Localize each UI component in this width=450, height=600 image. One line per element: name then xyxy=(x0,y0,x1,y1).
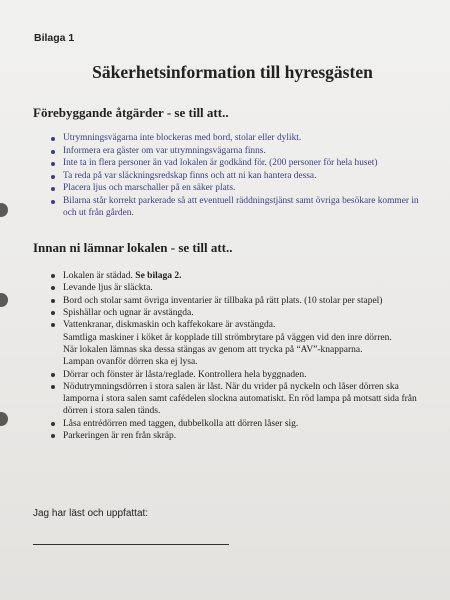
section-heading-preventive: Förebyggande åtgärder - se till att.. xyxy=(33,105,229,120)
list-item: Inte ta in flera personer än vad lokalen är godkänd för. (200 personer för hela huset) xyxy=(51,158,420,170)
signature-line xyxy=(33,544,229,545)
appendix-label: Bilaga 1 xyxy=(34,32,75,44)
list-item: Ta reda på var släckningsredskap finns och att ni kan hantera dessa. xyxy=(51,171,420,183)
list-item: Utrymningsvägarna inte blockeras med bord, stolar eller dylikt. xyxy=(51,133,420,145)
page-title: Säkerhetsinformation till hyresgästen xyxy=(92,62,373,82)
list-item: Bilarna står korrekt parkerade så att eventuell räddningstjänst samt övriga besökare kommer in och ut från gården. xyxy=(51,196,420,219)
list-item: Parkeringen är ren från skräp. xyxy=(51,430,420,442)
section-heading-leaving: Innan ni lämnar lokalen - se till att.. xyxy=(33,240,233,256)
punch-hole xyxy=(0,293,8,307)
list-item: Bord och stolar samt övriga inventarier är tillbaka på rätt plats. (10 stolar per stapel) xyxy=(51,295,420,307)
list-item: Spishällar och ugnar är avstängda. xyxy=(51,307,420,319)
leaving-list xyxy=(51,270,420,442)
list-item-text: Lokalen är städad. xyxy=(63,271,133,282)
list-item xyxy=(51,270,420,282)
list-item-note: När lokalen lämnas ska dessa stängas av genom att trycka på “AV”-knapparna. xyxy=(63,344,363,355)
list-item-note: Samtliga maskiner i köket är kopplade till strömbrytare på väggen vid den inre dörren. xyxy=(63,332,392,343)
list-item-note: Lampan ovanför dörren ska ej lysa. xyxy=(63,357,198,368)
list-item: Levande ljus är släckta. xyxy=(51,282,420,294)
list-item: Dörrar och fönster är låsta/reglade. Kontrollera hela byggnaden. xyxy=(51,369,420,381)
list-item: Informera era gäster om var utrymningsvägarna finns. xyxy=(51,146,420,158)
list-item: Placera ljus och marschaller på en säker plats. xyxy=(51,183,420,195)
list-item xyxy=(51,319,420,368)
punch-hole xyxy=(0,203,8,217)
punch-hole xyxy=(0,412,8,426)
list-item-text: Vattenkranar, diskmaskin och kaffekokare är avstängda. xyxy=(63,320,276,331)
preventive-list xyxy=(51,133,420,219)
list-item: Nödutrymningsdörren i stora salen är låst. När du vrider på nyckeln och låser dörren ska lamporna i stora salen samt cafédelen slockna automatiskt. En röd lampa på motsatt sida från dörren i stora salen tänds. xyxy=(51,381,420,418)
signature-label: Jag har läst och uppfattat: xyxy=(33,508,149,519)
list-item: Låsa entrédörren med taggen, dubbelkolla att dörren låser sig. xyxy=(51,418,420,430)
appendix-reference: Se bilaga 2. xyxy=(135,271,182,282)
